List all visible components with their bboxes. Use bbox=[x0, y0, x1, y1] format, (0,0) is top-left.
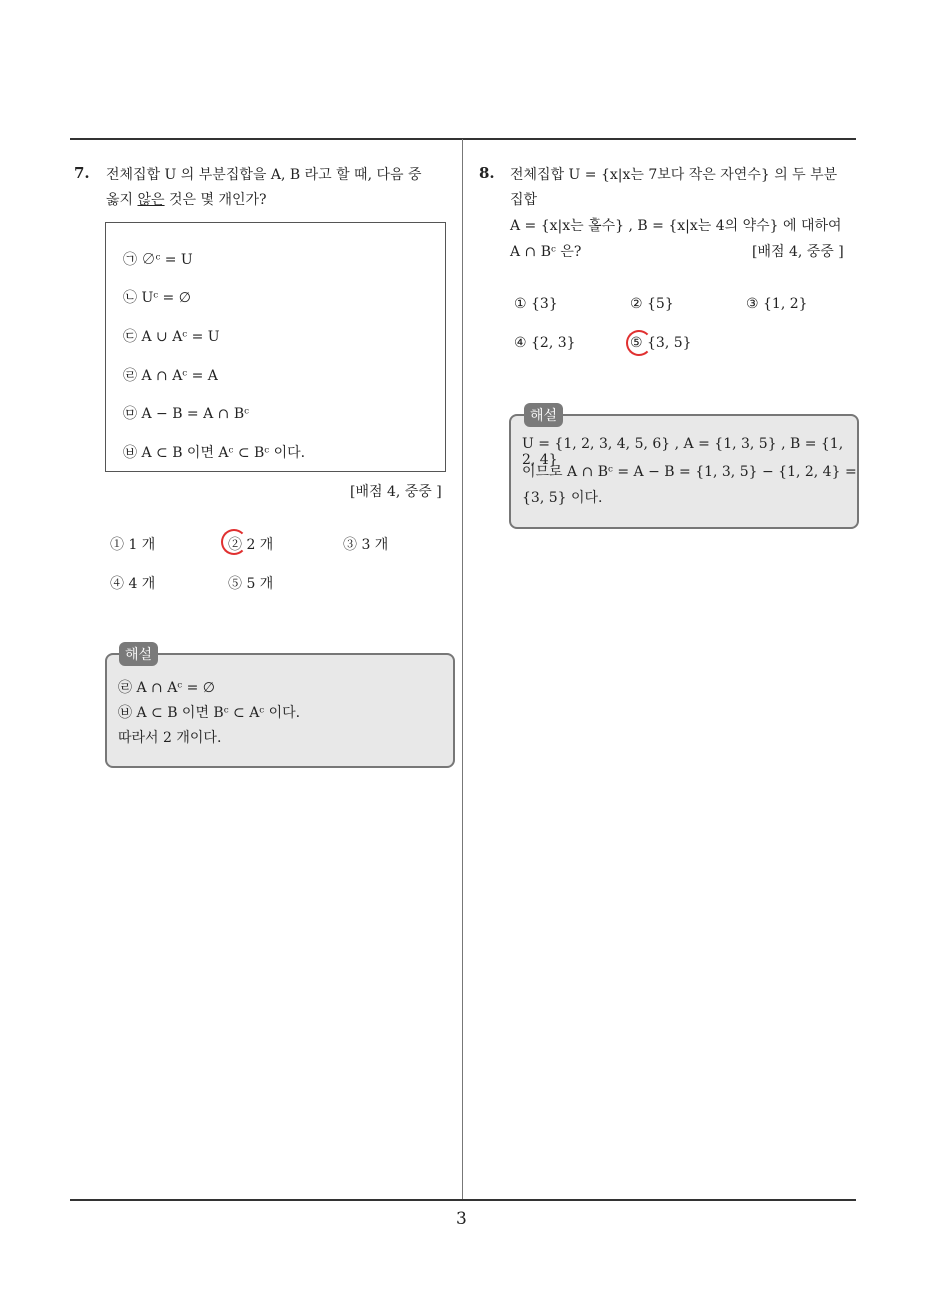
q7-solution-line-2: ㉥ A ⊂ B 이면 Bᶜ ⊂ Aᶜ 이다. bbox=[118, 705, 301, 721]
page-number: 3 bbox=[456, 1209, 467, 1229]
bottom-rule bbox=[70, 1199, 856, 1201]
q8-choice-1[interactable]: ① {3} bbox=[514, 296, 558, 312]
column-divider bbox=[462, 139, 463, 1201]
q7-statement-box bbox=[105, 222, 446, 472]
q8-question-line2: 집합 bbox=[510, 192, 538, 208]
q7-line2-post: 것은 몇 개인가? bbox=[164, 192, 267, 208]
q7-question-line1: 전체집합 U 의 부분집합을 A, B 라고 할 때, 다음 중 bbox=[106, 167, 422, 183]
q8-number: 8. bbox=[479, 164, 495, 182]
q7-statement-1: ㉠ ∅ᶜ = U bbox=[123, 252, 193, 268]
q7-choice-1[interactable]: ① 1 개 bbox=[110, 537, 156, 553]
q8-solution-box bbox=[509, 414, 859, 529]
q8-choice-2[interactable]: ② {5} bbox=[630, 296, 674, 312]
q8-score: [배점 4, 중중 ] bbox=[752, 244, 844, 260]
q7-number: 7. bbox=[74, 164, 90, 182]
q8-choice-4[interactable]: ④ {2, 3} bbox=[514, 335, 576, 351]
q7-statement-3: ㉢ A ∪ Aᶜ = U bbox=[123, 329, 220, 345]
q7-statement-6: ㉥ A ⊂ B 이면 Aᶜ ⊂ Bᶜ 이다. bbox=[123, 445, 306, 461]
q7-statement-5: ㉤ A − B = A ∩ Bᶜ bbox=[123, 406, 249, 422]
q8-solution-tag: 해설 bbox=[524, 403, 563, 427]
q7-choice-4[interactable]: ④ 4 개 bbox=[110, 576, 156, 592]
q8-solution-line-3: {3, 5} 이다. bbox=[522, 490, 603, 506]
top-rule bbox=[70, 138, 856, 140]
q7-answer-mark-icon bbox=[221, 529, 247, 555]
q8-question-line3: A = {x|x는 홀수} , B = {x|x는 4의 약수} 에 대하여 bbox=[510, 218, 842, 234]
q7-solution-line-3: 따라서 2 개이다. bbox=[118, 730, 222, 746]
q7-score: [배점 4, 중중 ] bbox=[350, 484, 442, 500]
q8-solution-line-2: 이므로 A ∩ Bᶜ = A − B = {1, 3, 5} − {1, 2, 4} = bbox=[522, 464, 857, 480]
q8-choice-5[interactable]: ⑤ {3, 5} bbox=[630, 335, 692, 351]
q7-solution-box bbox=[105, 653, 455, 768]
q7-line2-pre: 옳지 bbox=[106, 192, 138, 208]
q8-choice-3[interactable]: ③ {1, 2} bbox=[746, 296, 808, 312]
q8-question-line4: A ∩ Bᶜ 은? bbox=[510, 244, 582, 260]
q7-question-line2 bbox=[106, 188, 267, 212]
q7-choice-2[interactable]: ② 2 개 bbox=[228, 537, 274, 553]
q8-question-line1: 전체집합 U = {x|x는 7보다 작은 자연수} 의 두 부분 bbox=[510, 167, 838, 183]
q7-solution-line-1: ㉣ A ∩ Aᶜ = ∅ bbox=[118, 680, 215, 696]
q7-choice-3[interactable]: ③ 3 개 bbox=[343, 537, 389, 553]
q7-statement-4: ㉣ A ∩ Aᶜ = A bbox=[123, 368, 218, 384]
q7-solution-tag: 해설 bbox=[119, 642, 158, 666]
q8-solution-line-1: U = {1, 2, 3, 4, 5, 6} , A = {1, 3, 5} , B = {1, 2, 4} bbox=[522, 436, 844, 468]
q7-line2-underlined: 않은 bbox=[137, 192, 165, 208]
q7-statement-2: ㉡ Uᶜ = ∅ bbox=[123, 290, 191, 306]
q7-choice-5[interactable]: ⑤ 5 개 bbox=[228, 576, 274, 592]
q8-answer-mark-icon bbox=[626, 330, 652, 356]
